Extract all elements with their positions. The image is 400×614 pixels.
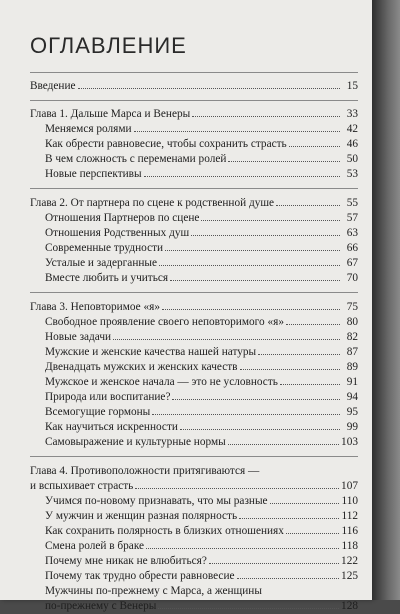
toc-entry-title: У мужчин и женщин разная полярность [45,510,238,522]
toc-entry-title: Как научиться искренности [45,421,178,433]
toc-entry[interactable] [30,435,358,450]
toc-entry[interactable] [30,554,358,569]
toc-page-number: 125 [341,570,358,582]
toc-entry-title: Глава 2. От партнера по сцене к родственной душе [30,197,275,209]
dot-leader [239,518,339,519]
dot-leader [172,399,340,400]
toc-entry[interactable] [30,79,358,94]
section-divider [30,456,358,457]
toc-entry-title: Отношения Родственных душ [45,227,190,239]
toc-entry[interactable] [30,524,358,539]
toc-entry-title: Глава 3. Неповторимое «я» [30,301,160,313]
toc-page-number: 95 [346,406,358,418]
toc-page-number: 110 [341,495,358,507]
toc-page-number: 99 [346,421,358,433]
toc-entry[interactable] [30,196,358,211]
dot-leader [113,339,340,340]
toc-page-number: 70 [346,272,358,284]
toc-entry-title: Почему мне никак не влюбиться? [45,555,207,567]
toc-page-number: 57 [346,212,358,224]
toc-section [30,79,358,94]
toc-entry[interactable] [30,167,358,182]
dot-leader [146,548,339,549]
toc-page-number: 89 [346,361,358,373]
toc-entry-title: Глава 1. Дальше Марса и Венеры [30,108,191,120]
toc-page-number: 63 [346,227,358,239]
toc-page-number: 80 [346,316,358,328]
toc-entry-title: Как обрести равновесие, чтобы сохранить страсть [45,138,287,150]
section-divider [30,188,358,189]
toc-page-number: 87 [346,346,358,358]
toc-entry[interactable] [30,375,358,390]
toc-page-number: 46 [346,138,358,150]
toc-page-number: 107 [341,480,358,492]
toc-page-number: 112 [341,510,358,522]
toc-entry[interactable] [30,360,358,375]
toc-entry-title: Введение [30,80,76,92]
dot-leader [192,116,340,117]
toc-entry-title: Отношения Партнеров по сцене [45,212,200,224]
dot-leader [286,324,340,325]
toc-entry[interactable] [30,256,358,271]
section-divider [30,72,358,73]
toc-page-number: 94 [346,391,358,403]
book-spine [372,0,400,600]
toc-entry-title: Меняемся ролями [45,123,132,135]
toc-entry-title: Мужские и женские качества нашей натуры [45,346,257,358]
toc-entry-title: Новые задачи [45,331,112,343]
toc-page-number: 75 [346,301,358,313]
toc-entry-title: Современные трудности [45,242,164,254]
toc-page-number: 116 [341,525,358,537]
toc-entry[interactable] [30,241,358,256]
dot-leader [228,161,340,162]
toc-entry[interactable] [30,599,358,614]
toc-entry-title: Усталые и задерганные [45,257,158,269]
toc-entry[interactable] [30,271,358,286]
toc-page-number: 67 [346,257,358,269]
toc-entry[interactable] [30,211,358,226]
toc-section [30,107,358,182]
dot-leader [170,280,340,281]
toc-entry[interactable] [30,479,358,494]
toc-entry[interactable] [30,539,358,554]
toc-entry[interactable] [30,315,358,330]
toc-entry[interactable] [30,494,358,509]
toc-page-number: 122 [341,555,358,567]
dot-leader [240,369,341,370]
toc-entry[interactable] [30,509,358,524]
toc-entry[interactable] [30,330,358,345]
toc-entry-title: Двенадцать мужских и женских качеств [45,361,238,373]
section-divider [30,292,358,293]
toc-page-number: 91 [346,376,358,388]
toc-title: ОГЛАВЛЕНИЕ [30,33,187,58]
toc-entry-title: Новые перспективы [45,168,142,180]
dot-leader [258,354,340,355]
toc-entry-title: Всемогущие гормоны [45,406,151,418]
section-divider [30,100,358,101]
dot-leader [134,131,340,132]
dot-leader [201,220,340,221]
dot-leader [270,503,340,504]
dot-leader [276,205,340,206]
dot-leader [289,146,340,147]
dot-leader [191,235,340,236]
toc-page-number: 42 [346,123,358,135]
toc-entry-title: Учимся по-новому признавать, что мы разные [45,495,268,507]
dot-leader [152,414,340,415]
toc-page-number: 82 [346,331,358,343]
dot-leader [286,533,340,534]
dot-leader [209,563,339,564]
toc-entry[interactable] [30,152,358,167]
toc-entry-title: Мужское и женское начала — это не условность [45,376,278,388]
dot-leader [78,88,340,89]
toc-page-number: 66 [346,242,358,254]
dot-leader [165,250,340,251]
toc-entry[interactable] [30,345,358,360]
toc-page-number: 53 [346,168,358,180]
toc-entry-title-line1: Глава 4. Противоположности притягиваются — [30,465,260,477]
toc-entry-title-line1: Мужчины по-прежнему с Марса, а женщины [45,585,262,597]
toc-entry-title: В чем сложность с переменами ролей [45,153,227,165]
toc-section [30,464,358,614]
toc-entry[interactable] [30,137,358,152]
toc-section [30,196,358,286]
toc-entry-title: и вспыхивает страсть [30,480,134,492]
toc-page-number: 118 [341,540,358,552]
toc-section [30,300,358,450]
toc-entry[interactable] [30,569,358,584]
toc-entry-title: Смена ролей в браке [45,540,145,552]
toc-entry-title: Самовыражение и культурные нормы [45,436,226,448]
toc-entry-title: Почему так трудно обрести равновесие [45,570,235,582]
toc-page-number: 103 [341,436,358,448]
toc-entry-title: Природа или воспитание? [45,391,171,403]
dot-leader [158,608,339,609]
table-of-contents [30,72,358,614]
toc-entry-title: Свободное проявление своего неповторимого «я» [45,316,284,328]
dot-leader [237,578,340,579]
dot-leader [135,488,339,489]
toc-page-number: 50 [346,153,358,165]
toc-entry-title: Как сохранить полярность в близких отношениях [45,525,284,537]
dot-leader [144,176,340,177]
dot-leader [180,429,340,430]
dot-leader [228,444,339,445]
toc-entry[interactable] [30,107,358,122]
dot-leader [280,384,340,385]
toc-entry-title: по-прежнему с Венеры [45,600,157,612]
toc-entry[interactable] [30,405,358,420]
toc-entry[interactable] [30,420,358,435]
toc-entry[interactable] [30,226,358,241]
toc-page-number: 15 [346,80,358,92]
toc-page-number: 55 [346,197,358,209]
toc-page-number: 33 [346,108,358,120]
toc-entry-title: Вместе любить и учиться [45,272,169,284]
dot-leader [162,309,340,310]
dot-leader [159,265,340,266]
toc-page-number: 128 [341,600,358,612]
toc-entry[interactable] [30,300,358,315]
toc-entry[interactable] [30,390,358,405]
toc-entry[interactable] [30,122,358,137]
